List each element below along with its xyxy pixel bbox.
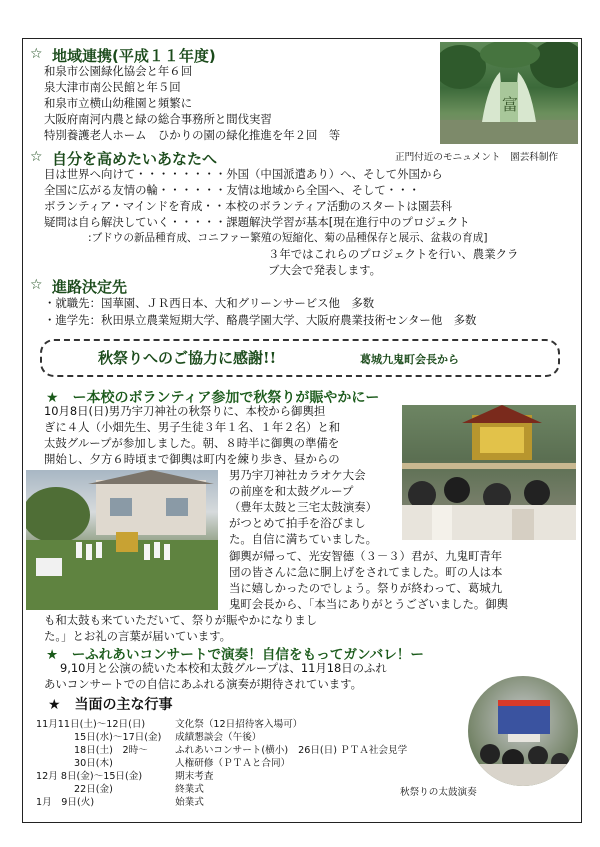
bullet-star-icon: ☆ xyxy=(30,149,43,165)
schedule-event: ふれあいコンサート(横小) xyxy=(175,745,289,756)
taiko-performance-photo xyxy=(468,676,578,786)
text-line: 開始し、夕方６時頃まで御輿は町内を練り歩き、昼からの xyxy=(44,452,340,466)
text-line: 御輿が帰って、光安智德（３－３）君が、九鬼町青年 xyxy=(229,549,503,563)
text-line: 太鼓グループが参加しました。朝、８時半に御輿の準備を xyxy=(44,436,340,450)
text-line: ・就職先：国華園、ＪＲ西日本、大和グリーンサービス他 多数 xyxy=(44,296,375,310)
text-line: がつとめて拍手を浴びまし xyxy=(229,516,366,530)
schedule-event: 終業式 xyxy=(175,784,204,795)
schedule-row xyxy=(74,755,290,769)
schedule-event: 期末考査 xyxy=(175,771,214,782)
text-line: の前座を和太鼓グループ xyxy=(229,484,354,498)
schedule-date: 18日(土) 2時～ xyxy=(74,745,148,756)
street-parade-photo xyxy=(26,470,218,610)
text-line: （豊年太鼓と三宅太鼓演奏） xyxy=(229,500,378,514)
text-line: た。自信に満ちていました。 xyxy=(229,532,377,546)
schedule-row xyxy=(74,742,407,756)
text-line: も和太鼓も来ていただいて、祭りが賑やかになりまし xyxy=(44,613,318,627)
text-line: ・進学先：秋田県立農業短期大学、酪農学園大学、大阪府農業技術センター他 多数 xyxy=(44,313,477,327)
text-line: 9,10月と公演の続いた本校和太鼓グループは、11月18日のふれ xyxy=(60,661,387,675)
schedule-date: 30日(木) xyxy=(74,758,113,769)
schedule-row xyxy=(36,716,302,730)
schedule-date: 22日(金) xyxy=(74,784,113,795)
text-line: 泉大津市南公民館と年５回 xyxy=(44,80,181,94)
schedule-extra: 26日(日) ＰＴＡ社会見学 xyxy=(298,745,408,756)
banner-from: 葛城九鬼町会長から xyxy=(360,353,459,366)
text-line: ブ大会で発表します。 xyxy=(268,263,381,277)
schedule-date: 12月 8日(金)～15日(金) xyxy=(36,771,143,782)
banner-title: 秋祭りへのご協力に感謝!! xyxy=(98,349,277,367)
text-line: 鬼町会長から、「本当にありがとうございました。御輿 xyxy=(229,597,509,611)
schedule-row xyxy=(74,729,261,743)
text-line: 男乃宇刀神社カラオケ大会 xyxy=(229,468,366,482)
schedule-heading: ★ 当面の主な行事 xyxy=(48,697,173,713)
schedule-row xyxy=(36,794,204,808)
section-heading-self: 自分を高めたいあなたへ xyxy=(52,150,218,168)
svg-text:富: 富 xyxy=(502,95,519,114)
text-line: 全国に広がる友情の輪・・・・・・友情は地域から全国へ、そして・・・ xyxy=(44,183,420,197)
text-line: :ブドウの新品種育成、コニファー繁殖の短縮化、菊の品種保存と展示、盆栽の育成] xyxy=(88,232,488,244)
schedule-event: 成績懇談会（午後） xyxy=(175,732,262,743)
schedule-event: 文化祭（12日招待客入場可） xyxy=(175,719,303,730)
photo-caption-taiko: 秋祭りの太鼓演奏 xyxy=(400,787,477,798)
schedule-row xyxy=(36,768,213,782)
text-line: た。」とお礼の言葉が届いています。 xyxy=(44,629,232,643)
photo-caption-monument: 正門付近のモニュメント 園芸科制作 xyxy=(395,152,559,163)
text-line: 団の皆さんに急に胴上げをされてました。町の人は本 xyxy=(229,565,503,579)
text-line: 和泉市公園緑化協会と年６回 xyxy=(44,64,193,78)
text-line: 疑問は自ら解決していく・・・・・課題解決学習が基本[現在進行中のプロジェクト xyxy=(44,215,470,229)
text-line: ボランティア・マインドを育成・・本校のボランティア活動のスタートは園芸科 xyxy=(44,199,453,213)
text-line: ぎに４人（小畑先生、男子生徒３年１名、１年２名）と和 xyxy=(44,420,341,434)
monument-photo xyxy=(440,42,578,144)
article-headline-concert: ★ ーふれあいコンサートで演奏！自信をもってガンバレ！ー xyxy=(46,647,424,663)
text-line: 目は世界へ向けて・・・・・・・・外国（中国派遣あり）へ、そして外国から xyxy=(44,167,443,181)
article-headline-volunteer: ★ ー本校のボランティア参加で秋祭りが賑やかにー xyxy=(46,390,380,406)
text-line: 当に嬉しかったのでしょう。祭りが終わって、葛城九 xyxy=(229,581,503,595)
schedule-event: 始業式 xyxy=(175,797,204,808)
text-line: あいコンサートでの自信にあふれる演奏が期待されています。 xyxy=(44,677,363,691)
schedule-event: 人権研修（ＰＴＡと合同） xyxy=(175,758,291,769)
text-line: 10月8日(日)男乃宇刀神社の秋祭りに、本校から御輿担 xyxy=(44,404,326,418)
section-heading-regional: 地域連携(平成１１年度) xyxy=(52,47,216,65)
mikoshi-photo xyxy=(402,405,576,540)
schedule-date: 11月11日(土)～12日(日) xyxy=(36,719,146,730)
section-heading-career: 進路決定先 xyxy=(52,278,128,296)
text-line: 大阪府南河内農と緑の総合事務所と間伐実習 xyxy=(44,112,272,126)
schedule-date: 15日(水)～17日(金) xyxy=(74,732,162,743)
text-line: 和泉市立横山幼稚園と頻繁に xyxy=(44,96,193,110)
bullet-star-icon: ☆ xyxy=(30,277,43,293)
schedule-date: 1月 9日(火) xyxy=(36,797,95,808)
text-line: 特別養護老人ホーム ひかりの園の緑化推進を年２回 等 xyxy=(44,128,341,142)
text-line: ３年ではこれらのプロジェクトを行い、農業クラ xyxy=(268,247,519,261)
schedule-row xyxy=(74,781,204,795)
bullet-star-icon: ☆ xyxy=(30,46,43,62)
